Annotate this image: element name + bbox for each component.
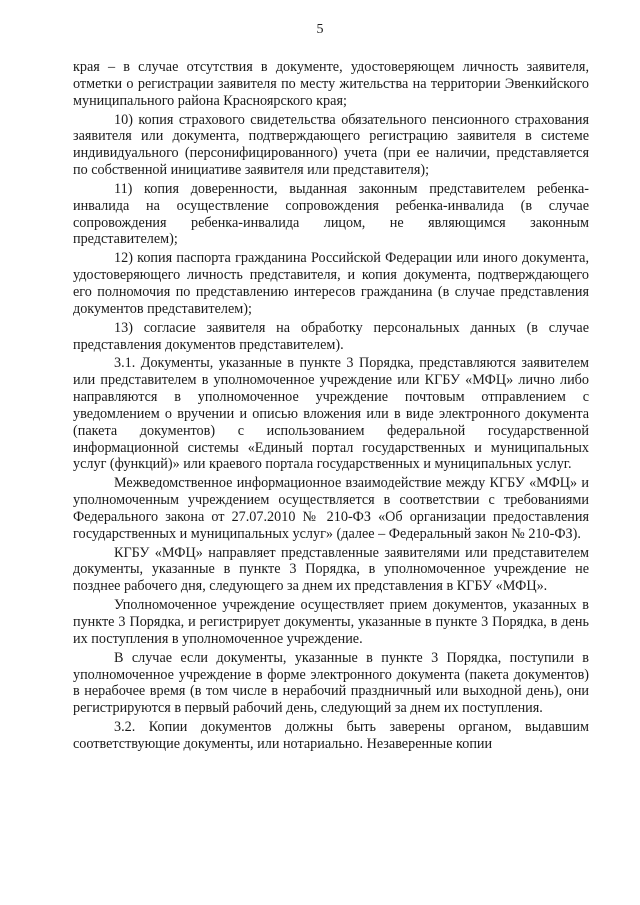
document-body — [73, 59, 589, 753]
paragraph-mfc-forwarding: КГБУ «МФЦ» направляет представленные заявителями или представителем документы, указанные в пункте 3 Порядка, в уполномоченное учреждение не позднее рабочего дня, следующего за днем их представления в КГБУ «МФЦ». — [73, 544, 589, 595]
paragraph-interagency: Межведомственное информационное взаимодействие между КГБУ «МФЦ» и уполномоченным учреждением осуществляется в соответствии с требованиями Федерального закона от 27.07.2010 № 210-ФЗ «Об организации предоставления государственных и муниципальных услуг» (далее – Федеральный закон № 210-ФЗ). — [73, 475, 589, 542]
section-3-1: 3.1. Документы, указанные в пункте 3 Порядка, представляются заявителем или представителем в уполномоченное учреждение или КГБУ «МФЦ» лично либо направляются в уполномоченное учреждение почтовым отправлением с уведомлением о вручении и описью вложения или в виде электронного документа (пакета документов) с использованием федеральной государственной информационной системы «Единый портал государственных и муниципальных услуг (функций)» или краевого портала государственных и муниципальных услуг. — [73, 355, 589, 473]
list-item-10: 10) копия страхового свидетельства обязательного пенсионного страхования заявителя или документа, подтверждающего регистрацию заявителя в системе индивидуального (персонифицированного) учета (при ее наличии, представляется по собственной инициативе заявителя или представителя); — [73, 111, 589, 179]
list-item-12: 12) копия паспорта гражданина Российской Федерации или иного документа, удостоверяющего личность представителя, и копия документа, подтверждающего его полномочия по представлению интересов гражданина (в случае представления документов представителем); — [73, 250, 589, 317]
paragraph-electronic-docs: В случае если документы, указанные в пункте 3 Порядка, поступили в уполномоченное учреждение в форме электронного документа (пакета документов) в нерабочее время (в том числе в нерабочий праздничный или выходной день), они регистрируются в первый рабочий день, следующий за днем их поступления. — [73, 649, 589, 717]
list-item-13: 13) согласие заявителя на обработку персональных данных (в случае представления документов представителем). — [73, 319, 589, 353]
paragraph-registration: Уполномоченное учреждение осуществляет прием документов, указанных в пункте 3 Порядка, и регистрирует документы, указанные в пункте 3 Порядка, в день их поступления в уполномоченное учреждение. — [73, 597, 589, 647]
paragraph-continuation: края – в случае отсутствия в документе, удостоверяющем личность заявителя, отметки о регистрации заявителя по месту жительства на территории Эвенкийского муниципального района Красноярского края; — [73, 59, 589, 109]
list-item-11: 11) копия доверенности, выданная законным представителем ребенка-инвалида на осуществление сопровождения ребенка-инвалида (в случае сопровождения ребенка-инвалида лицом, не являющимся законным представителем); — [73, 180, 589, 248]
section-3-2: 3.2. Копии документов должны быть заверены органом, выдавшим соответствующие документы, или нотариально. Незаверенные копии — [73, 719, 589, 752]
page-number: 5 — [316, 22, 324, 37]
